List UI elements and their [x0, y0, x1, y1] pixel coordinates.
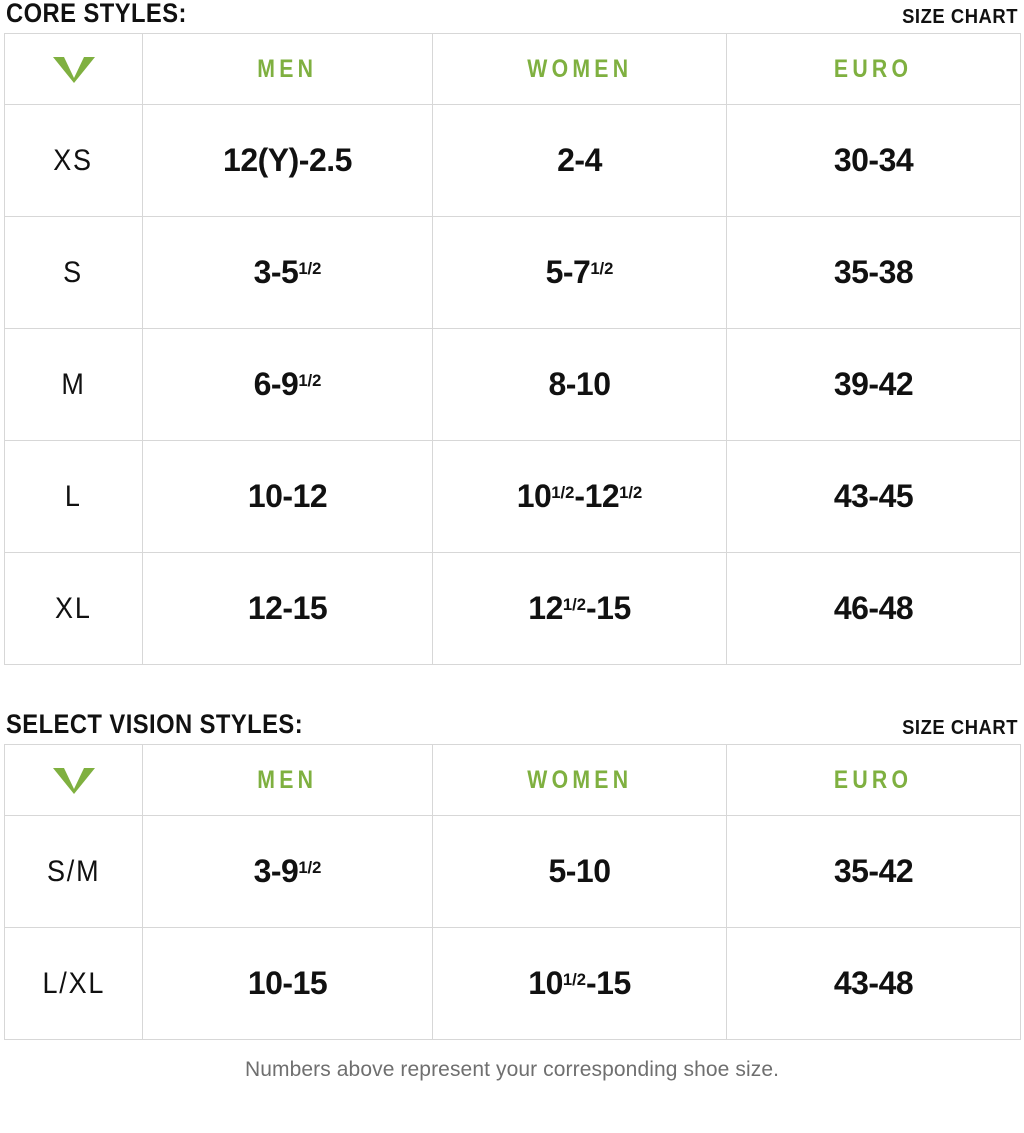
table-row	[5, 441, 1021, 553]
table-header-row	[5, 745, 1021, 816]
cell-men: 12-15	[143, 553, 433, 665]
size-table-vision-body	[5, 816, 1021, 1040]
size-table-vision	[4, 744, 1021, 1040]
brand-logo-cell	[5, 34, 143, 105]
cell-women: 2-4	[433, 105, 727, 217]
cell-euro: 43-48	[727, 928, 1021, 1040]
table-row	[5, 928, 1021, 1040]
wigwam-w-logo-icon	[5, 54, 142, 84]
cell-euro: 43-45	[727, 441, 1021, 553]
table-row	[5, 217, 1021, 329]
cell-women: $10^{1/2}-12^{1/2}$	[433, 441, 727, 553]
cell-size: XL	[5, 553, 143, 665]
cell-euro: 35-42	[727, 816, 1021, 928]
column-header-women: WOMEN	[433, 745, 727, 816]
footnote: Numbers above represent your corresponding shoe size.	[244, 1058, 780, 1081]
section-spacer	[4, 665, 1020, 711]
cell-men: 12(Y)-2.5	[143, 105, 433, 217]
table-row	[5, 105, 1021, 217]
column-header-euro: EURO	[727, 34, 1021, 105]
size-chart-badge: SIZE CHART	[902, 6, 1018, 28]
column-header-men: MEN	[143, 745, 433, 816]
cell-size: M	[5, 329, 143, 441]
cell-euro: 30-34	[727, 105, 1021, 217]
cell-women: $5-7^{1/2}$	[433, 217, 727, 329]
cell-men: $3-9^{1/2}$	[143, 816, 433, 928]
section-title: CORE STYLES:	[6, 0, 187, 28]
column-header-men: MEN	[143, 34, 433, 105]
cell-euro: 35-38	[727, 217, 1021, 329]
table-header-row	[5, 34, 1021, 105]
cell-euro: 39-42	[727, 329, 1021, 441]
cell-euro: 46-48	[727, 553, 1021, 665]
table-row	[5, 553, 1021, 665]
section-header-vision	[4, 711, 1020, 744]
cell-women: $10^{1/2}-15$	[433, 928, 727, 1040]
cell-size: L	[5, 441, 143, 553]
cell-women: 8-10	[433, 329, 727, 441]
column-header-euro: EURO	[727, 745, 1021, 816]
table-row	[5, 816, 1021, 928]
cell-size: S/M	[5, 816, 143, 928]
cell-women: $12^{1/2}-15$	[433, 553, 727, 665]
cell-men: 10-15	[143, 928, 433, 1040]
cell-men: $3-5^{1/2}$	[143, 217, 433, 329]
wigwam-w-logo-icon	[5, 765, 142, 795]
cell-men: 10-12	[143, 441, 433, 553]
cell-size: L/XL	[5, 928, 143, 1040]
size-table-core	[4, 33, 1021, 665]
section-header-core	[4, 0, 1020, 33]
size-chart-badge: SIZE CHART	[902, 717, 1018, 739]
cell-size: S	[5, 217, 143, 329]
cell-women: 5-10	[433, 816, 727, 928]
cell-size: XS	[5, 105, 143, 217]
brand-logo-cell	[5, 745, 143, 816]
size-table-core-body	[5, 105, 1021, 665]
cell-men: $6-9^{1/2}$	[143, 329, 433, 441]
section-title: SELECT VISION STYLES:	[6, 709, 304, 739]
table-row	[5, 329, 1021, 441]
column-header-women: WOMEN	[433, 34, 727, 105]
